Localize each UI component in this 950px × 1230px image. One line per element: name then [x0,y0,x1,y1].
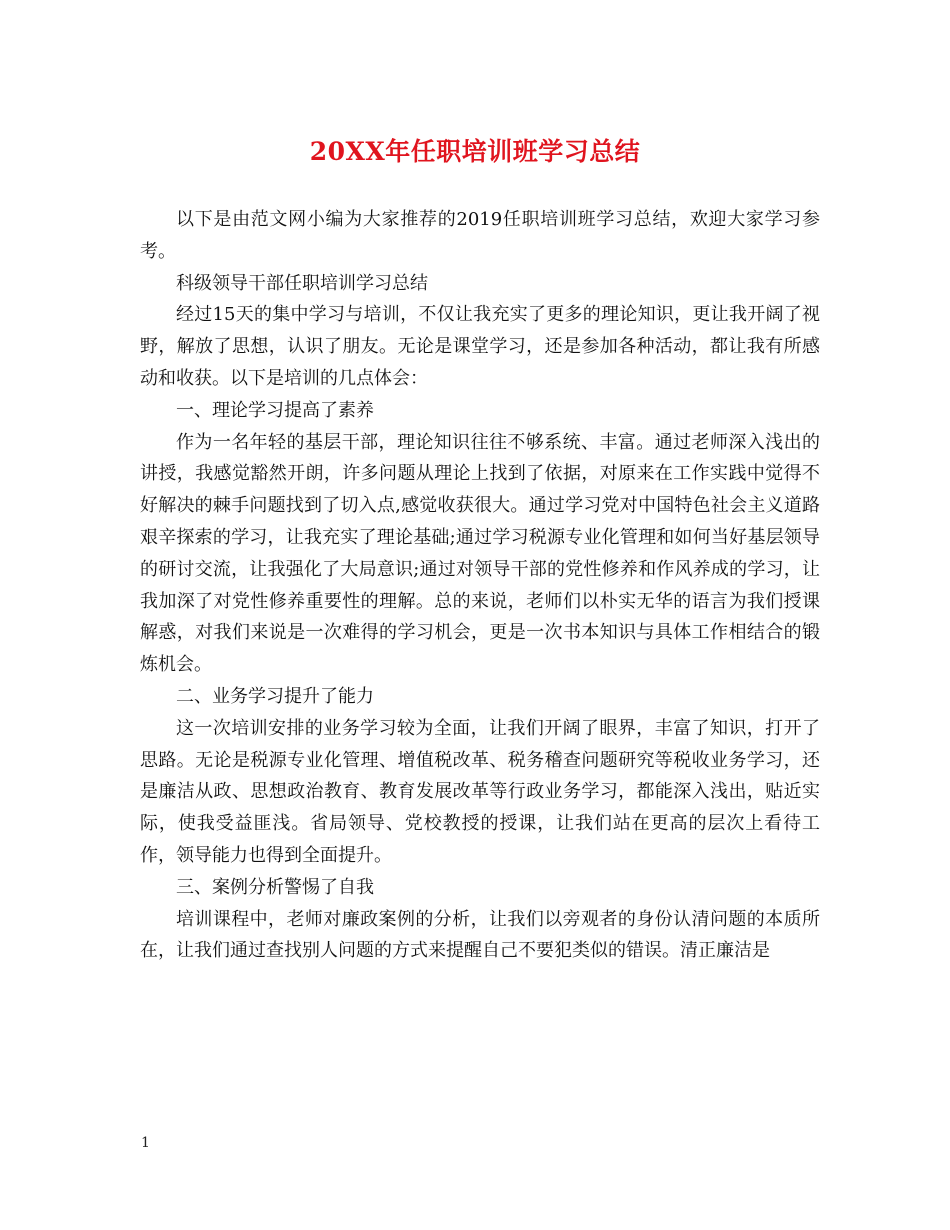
paragraph-subtitle: 科级领导干部任职培训学习总结 [176,272,428,294]
paragraph-theory: 作为一名年轻的基层干部，理论知识往往不够系统、丰富。通过老师深入浅出的讲授，我感觉豁然开朗，许多问题从理论上找到了依据，对原来在工作实践中觉得不好解决的棘手问题找到了切入点,感觉收获很大。通过学习党对中国特色社会主义道路艰辛探索的学习，让我充实了理论基础;通过学习税源专业化管理和如何当好基层领导的研讨交流，让我强化了大局意识;通过对领导干部的党性修养和作风养成的学习，让我加深了对党性修养重要性的理解。总的来说，老师们以朴实无华的语言为我们授课解惑，对我们来说是一次难得的学习机会，更是一次书本知识与具体工作相结合的锻炼机会。 [140,431,820,676]
paragraph-business: 这一次培训安排的业务学习较为全面，让我们开阔了眼界，丰富了知识，打开了思路。无论是税源专业化管理、增值税改革、税务稽查问题研究等税收业务学习，还是廉洁从政、思想政治教育、教育发展改革等行政业务学习，都能深入浅出，贴近实际，使我受益匪浅。省局领导、党校教授的授课，让我们站在更高的层次上看待工作，领导能力也得到全面提升。 [140,717,820,866]
paragraph-case: 培训课程中，老师对廉政案例的分析，让我们以旁观者的身份认清问题的本质所在，让我们通过查找别人问题的方式来提醒自己不要犯类似的错误。清正廉洁是 [140,908,820,962]
document-title: 20XX年任职培训班学习总结 [309,137,641,166]
section-heading-case: 三、案例分析警惕了自我 [176,876,374,898]
section-heading-theory: 一、理论学习提高了素养 [176,399,374,421]
page-number: 1 [141,1135,150,1151]
document-body [140,204,820,967]
section-heading-business: 二、业务学习提升了能力 [176,685,374,707]
paragraph-intro: 以下是由范文网小编为大家推荐的2019任职培训班学习总结，欢迎大家学习参考。 [140,209,820,262]
paragraph-overview: 经过15天的集中学习与培训，不仅让我充实了更多的理论知识，更让我开阔了视野，解放了思想，认识了朋友。无论是课堂学习，还是参加各种活动，都让我有所感动和收获。以下是培训的几点体会： [140,304,820,389]
